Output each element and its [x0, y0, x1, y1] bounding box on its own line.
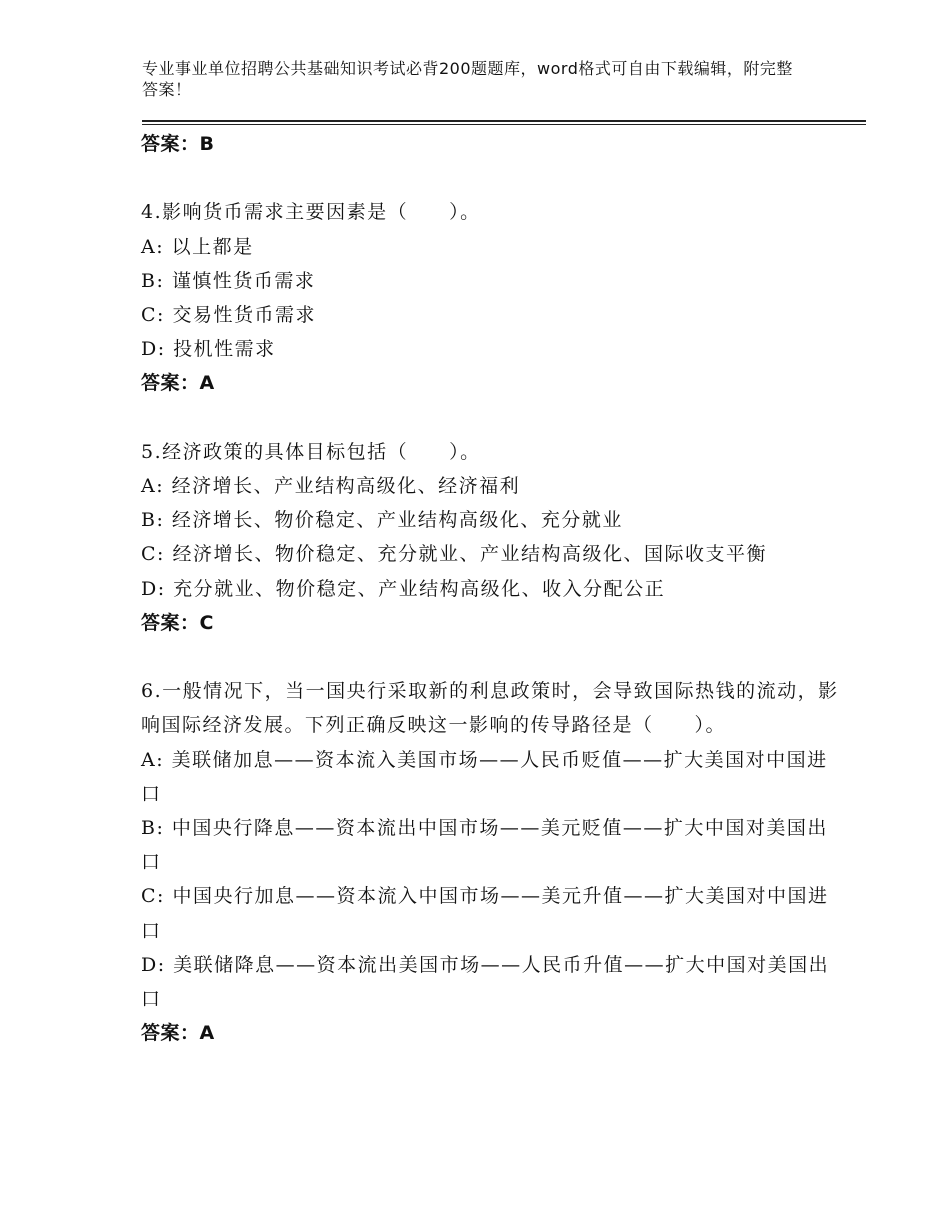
answer-prefix: 答案： [141, 1022, 200, 1045]
option-5a: A: 经济增长、产业结构高级化、经济福利 [141, 475, 521, 497]
option-6d: D: 美联储降息——资本流出美国市场——人民币升值——扩大中国对美国出口 [141, 953, 830, 1011]
spacer [141, 640, 841, 674]
document-body [141, 127, 841, 1050]
answer-line-4 [141, 366, 841, 400]
answer-value: A [199, 1022, 215, 1045]
option-4d: D: 投机性需求 [141, 338, 276, 361]
answer-prefix: 答案： [141, 372, 200, 395]
question-5: 5.经济政策的具体目标包括（ ）。 [141, 440, 481, 463]
header-rule-thick [142, 120, 866, 122]
answer-line-6 [141, 1016, 841, 1050]
option-6c: C: 中国央行加息——资本流入中国市场——美元升值——扩大美国对中国进口 [141, 885, 829, 942]
answer-prefix: 答案： [141, 611, 200, 634]
answer-value: B [199, 133, 215, 155]
answer-value: A [199, 372, 215, 395]
option-6b: B: 中国央行降息——资本流出中国市场——美元贬值——扩大中国对美国出口 [141, 817, 828, 874]
question-6: 6.一般情况下，当一国央行采取新的利息政策时，会导致国际热钱的流动，影响国际经济发展。下列正确反映这一影响的传导路径是（ ）。 [141, 680, 839, 737]
answer-prefix: 答案： [141, 133, 200, 155]
answer-line-5 [141, 606, 841, 640]
spacer [141, 161, 841, 195]
spacer [141, 401, 841, 435]
option-4b: B: 谨慎性货币需求 [141, 269, 316, 292]
question-4: 4.影响货币需求主要因素是（ ）。 [141, 201, 481, 224]
option-5d: D: 充分就业、物价稳定、产业结构高级化、收入分配公正 [141, 577, 666, 600]
option-4c: C: 交易性货币需求 [141, 304, 316, 326]
answer-value: C [199, 611, 214, 634]
header-rule-thin [142, 124, 866, 125]
option-5c: C: 经济增长、物价稳定、充分就业、产业结构高级化、国际收支平衡 [141, 543, 767, 566]
answer-line-3 [141, 127, 841, 161]
option-5b: B: 经济增长、物价稳定、产业结构高级化、充分就业 [141, 509, 623, 532]
document-header: 专业事业单位招聘公共基础知识考试必背200题题库，word格式可自由下载编辑，附完整答案！ [142, 59, 793, 99]
option-6a: A: 美联储加息——资本流入美国市场——人民币贬值——扩大美国对中国进口 [141, 748, 828, 805]
option-4a: A: 以上都是 [141, 235, 254, 258]
